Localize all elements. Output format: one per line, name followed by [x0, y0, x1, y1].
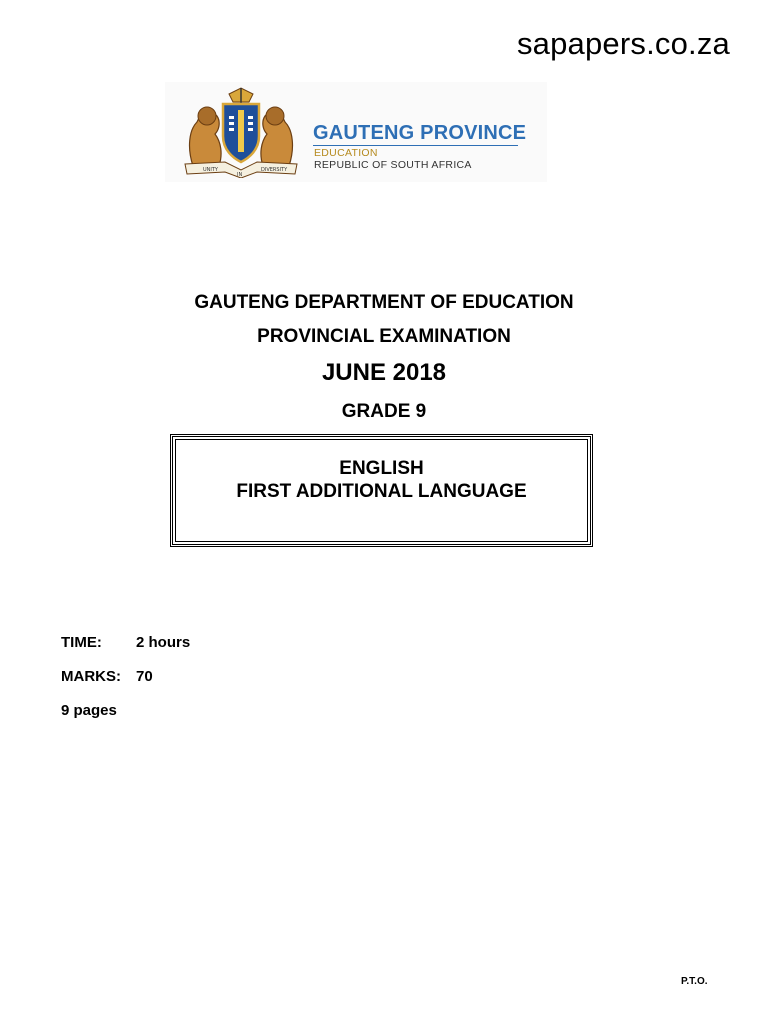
time-label: TIME:: [61, 634, 102, 651]
marks-row: [61, 668, 153, 685]
subject-line-2: FIRST ADDITIONAL LANGUAGE: [236, 481, 527, 502]
svg-text:UNITY: UNITY: [203, 167, 218, 173]
time-value: 2 hours: [136, 634, 191, 651]
exam-type-heading: PROVINCIAL EXAMINATION: [257, 326, 511, 347]
watermark-site: sapapers.co.za: [516, 26, 730, 61]
marks-value: 70: [136, 668, 153, 685]
subject-box: [170, 434, 593, 547]
svg-text:IN: IN: [237, 172, 243, 178]
marks-label: MARKS:: [61, 668, 121, 685]
logo-divider: [313, 145, 518, 146]
session-heading: JUNE 2018: [321, 359, 447, 386]
coat-of-arms-icon: [179, 86, 303, 178]
logo-country: REPUBLIC OF SOUTH AFRICA: [314, 159, 472, 171]
grade-heading: GRADE 9: [341, 401, 427, 422]
logo-department: EDUCATION: [314, 147, 378, 159]
logo-province: GAUTENG PROVINCE: [313, 122, 527, 144]
time-row: [61, 634, 190, 651]
gauteng-logo: [165, 82, 547, 182]
subject-line-1: ENGLISH: [339, 458, 424, 479]
svg-text:DIVERSITY: DIVERSITY: [261, 167, 288, 173]
page-count: 9 pages: [61, 702, 117, 719]
department-heading: GAUTENG DEPARTMENT OF EDUCATION: [194, 292, 574, 313]
pto-footer: P.T.O.: [681, 976, 708, 987]
